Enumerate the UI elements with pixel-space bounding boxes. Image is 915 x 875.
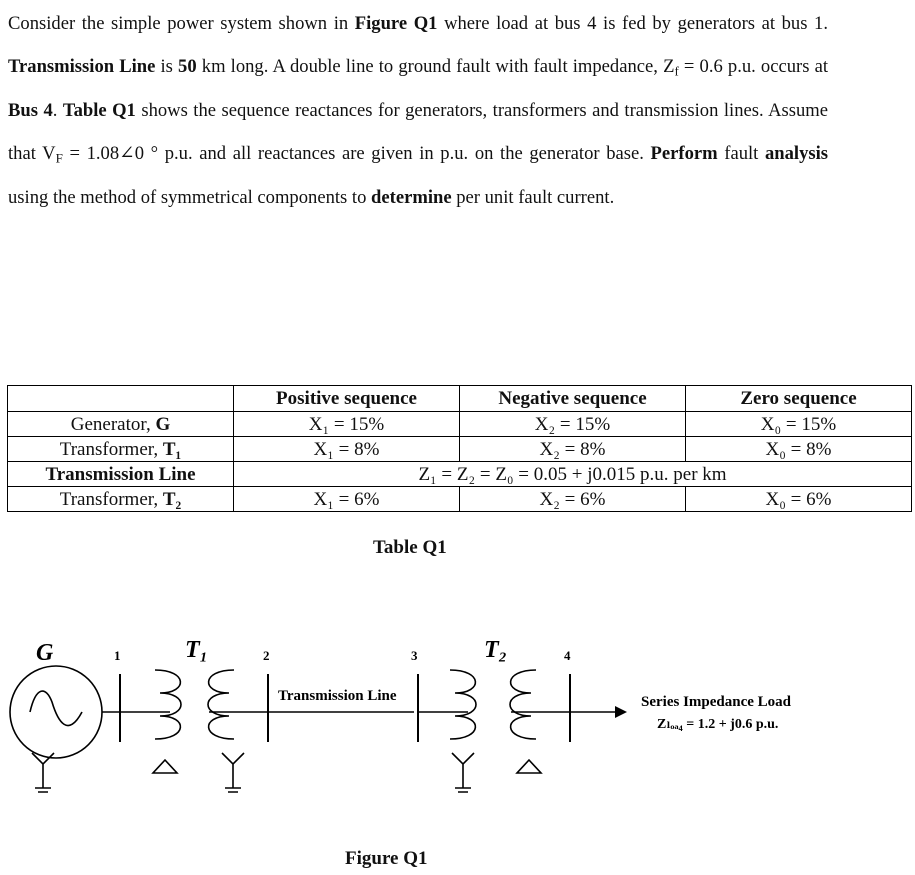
t2-secondary-winding-icon — [510, 670, 536, 739]
problem-emphasis: 50 — [178, 56, 197, 78]
load-value: Zₗₒₐ₄ = 1.2 + j0.6 p.u. — [657, 717, 779, 732]
problem-text: where load at bus 4 is fed by generators at bus 1. — [437, 13, 828, 34]
cell-zero: X₀ = 8% — [686, 437, 912, 462]
row-label — [8, 462, 234, 487]
sequence-reactance-table — [7, 385, 912, 512]
row-label-text: Transformer, — [59, 488, 163, 510]
wye-ground-icon — [452, 753, 474, 792]
table-row — [8, 462, 912, 487]
problem-text: = 1.08∠0 ° p.u. and all reactances are given in p.u. on the generator base. — [62, 143, 651, 165]
problem-text: . — [52, 99, 63, 121]
row-label-bold: T₂ — [162, 488, 182, 510]
problem-text: per unit fault current. — [451, 186, 615, 208]
bus-3-label: 3 — [411, 648, 418, 663]
cell-zero: X₀ = 15% — [686, 412, 912, 437]
problem-text: using the method of symmetrical components to — [8, 186, 372, 208]
table-row — [8, 412, 912, 437]
wye-ground-icon — [222, 753, 244, 792]
problem-emphasis: Transmission Line — [8, 56, 156, 78]
problem-text: shows the sequence reactances for generators, transformers and transmission lines. Assume that V — [8, 99, 828, 165]
table-header-empty — [8, 386, 234, 412]
header-zero-sequence: Zero sequence — [686, 386, 912, 412]
table-row — [8, 487, 912, 512]
cell-positive: X₁ = 6% — [234, 487, 460, 512]
delta-icon — [153, 760, 177, 773]
problem-subscript: F — [55, 150, 63, 166]
t2-label: T₂ — [484, 637, 508, 663]
problem-emphasis: Bus 4 — [8, 99, 53, 121]
figure-caption: Figure Q1 — [345, 848, 428, 869]
cell-zero: X₀ = 6% — [686, 487, 912, 512]
row-label — [8, 412, 234, 437]
problem-statement — [8, 2, 828, 219]
problem-emphasis: analysis — [764, 143, 829, 165]
row-label-bold: Transmission Line — [45, 463, 196, 485]
load-title: Series Impedance Load — [641, 694, 791, 710]
problem-text: Consider the simple power system shown in — [8, 13, 355, 34]
cell-line-impedance: Z₁ = Z₂ = Z₀ = 0.05 + j0.015 p.u. per km — [234, 462, 912, 487]
header-negative-sequence: Negative sequence — [460, 386, 686, 412]
table-header-row — [8, 386, 912, 412]
bus-2-label: 2 — [263, 648, 270, 663]
problem-text: km long. A double line to ground fault with fault impedance, Z — [196, 56, 675, 78]
problem-emphasis: Table Q1 — [62, 99, 136, 121]
generator-label: G — [36, 640, 54, 666]
t2-primary-winding-icon — [450, 670, 476, 739]
bus-1-label: 1 — [114, 648, 121, 663]
row-label — [8, 487, 234, 512]
wye-ground-icon — [32, 753, 54, 792]
transmission-line-label: Transmission Line — [278, 688, 397, 704]
table-caption: Table Q1 — [373, 537, 447, 558]
cell-negative: X₂ = 15% — [460, 412, 686, 437]
cell-positive: X₁ = 15% — [234, 412, 460, 437]
row-label-bold: T₁ — [162, 438, 182, 460]
problem-emphasis: Perform — [650, 143, 718, 165]
cell-negative: X₂ = 8% — [460, 437, 686, 462]
problem-emphasis: determine — [371, 186, 452, 208]
ac-source-icon — [30, 691, 82, 726]
t1-secondary-winding-icon — [208, 670, 234, 739]
single-line-diagram — [0, 630, 915, 830]
problem-subscript: f — [674, 63, 679, 79]
row-label-bold: G — [155, 413, 171, 435]
table-row — [8, 437, 912, 462]
row-label-text: Generator, — [70, 413, 156, 435]
problem-emphasis: Figure Q1 — [354, 13, 438, 34]
row-label-text: Transformer, — [59, 438, 163, 460]
load-arrow-icon — [615, 706, 627, 718]
t1-primary-winding-icon — [155, 670, 181, 739]
problem-text: is — [155, 56, 179, 78]
delta-icon — [517, 760, 541, 773]
problem-text: fault — [717, 143, 765, 165]
row-label — [8, 437, 234, 462]
problem-text: = 0.6 p.u. occurs at — [678, 56, 829, 78]
cell-negative: X₂ = 6% — [460, 487, 686, 512]
cell-positive: X₁ = 8% — [234, 437, 460, 462]
t1-label: T₁ — [185, 637, 209, 663]
bus-4-label: 4 — [564, 648, 571, 663]
header-positive-sequence: Positive sequence — [234, 386, 460, 412]
